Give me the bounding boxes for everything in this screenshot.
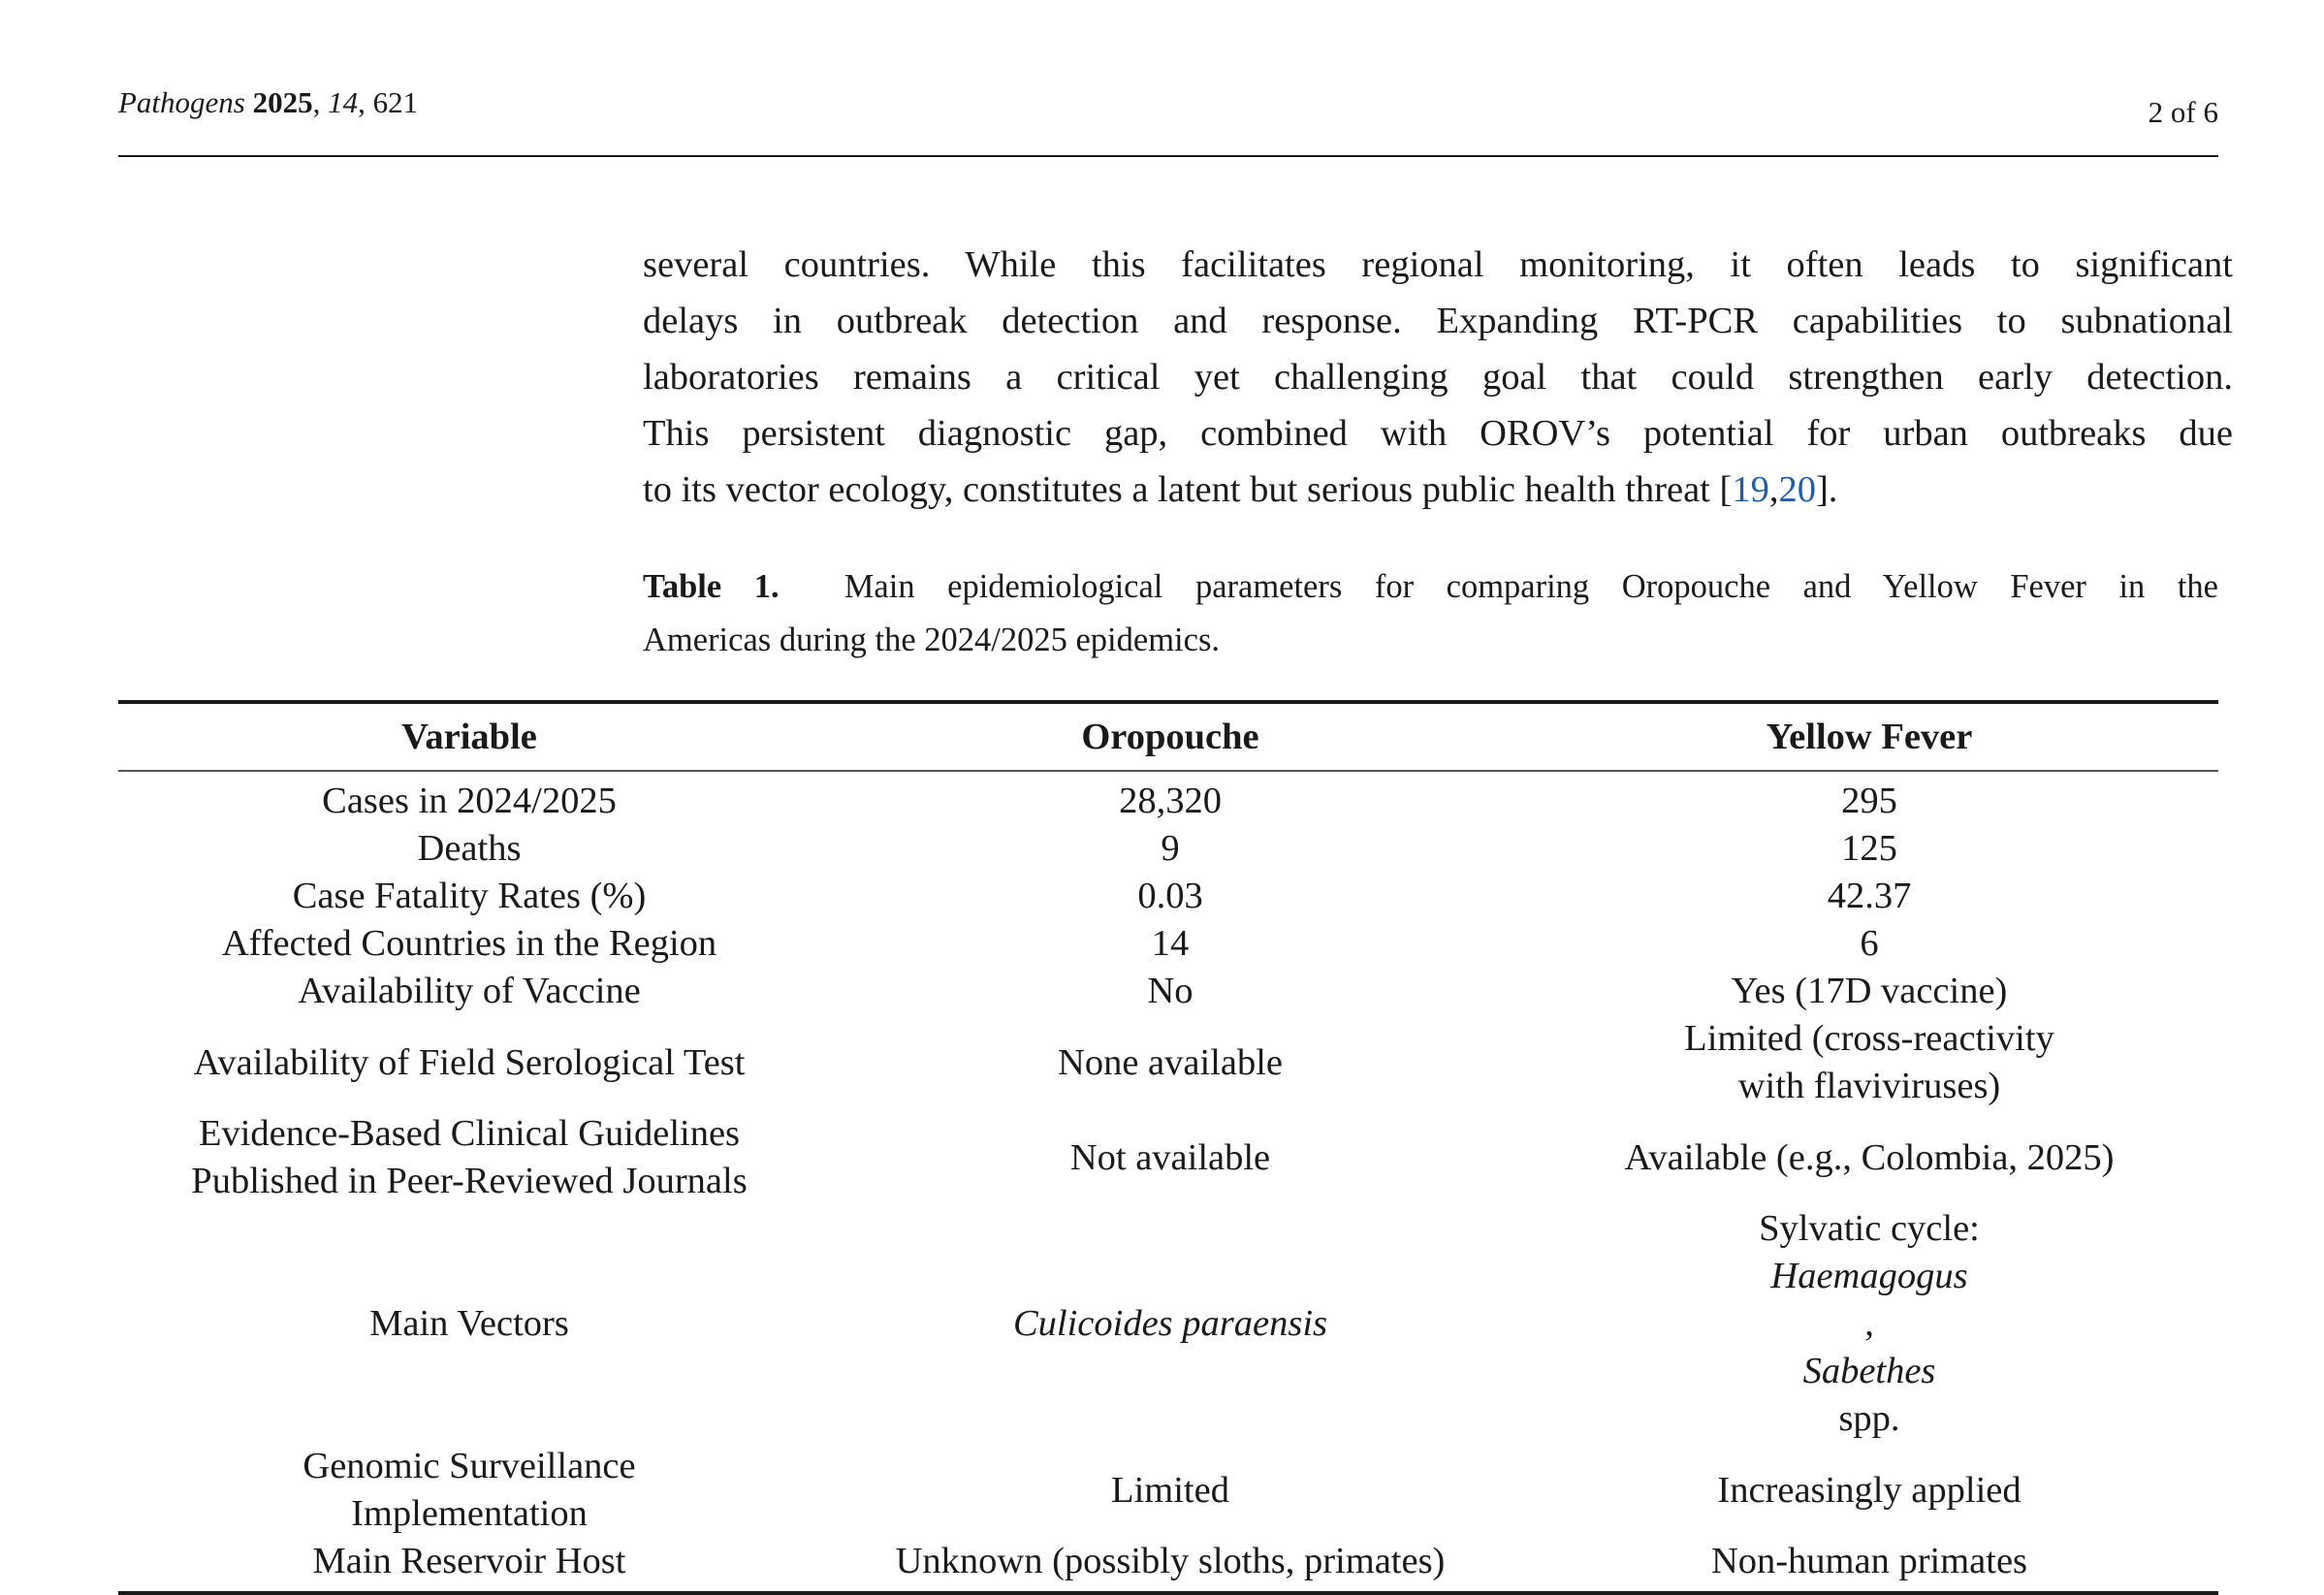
journal-citation: Pathogens 2025, 14, 621 xyxy=(118,85,419,119)
cell-yellow-fever: 6 xyxy=(1860,923,1879,964)
journal-year: 2025 xyxy=(252,85,313,119)
citation-link-19[interactable]: 19 xyxy=(1732,469,1769,510)
table-row xyxy=(118,1015,2218,1110)
cell-line: Evidence-Based Clinical Guidelines xyxy=(198,1113,741,1154)
table-row xyxy=(118,778,2218,825)
paragraph-line: laboratories remains a critical yet challenging goal that could strengthen early detection. xyxy=(643,357,2233,398)
caption-text: Main epidemiological parameters for comparing Oropouche and Yellow Fever in the xyxy=(844,568,2218,605)
cell-variable: Availability of Field Serological Test xyxy=(193,1041,746,1083)
header-variable: Variable xyxy=(401,717,537,757)
table-row xyxy=(118,825,2218,873)
table-row xyxy=(118,1538,2218,1585)
cell-text: Sylvatic cycle: xyxy=(1759,1208,1980,1249)
cell-variable: Main Vectors xyxy=(369,1303,569,1344)
cell-variable: Cases in 2024/2025 xyxy=(322,781,617,821)
cell-line xyxy=(1520,1348,2218,1443)
cell-oropouche: Culicoides paraensis xyxy=(1012,1303,1328,1344)
cell-variable: Main Reservoir Host xyxy=(312,1541,626,1581)
cell-yellow-fever: 125 xyxy=(1841,828,1897,869)
table-row xyxy=(118,920,2218,968)
cell-yellow-fever: Available (e.g., Colombia, 2025) xyxy=(1624,1136,2115,1178)
page-number: 2 of 6 xyxy=(2148,95,2218,129)
cell-yellow-fever: Non-human primates xyxy=(1710,1541,2028,1581)
cell-variable: Case Fatality Rates (%) xyxy=(292,876,647,916)
cell-variable xyxy=(118,1110,820,1205)
cell-variable: Affected Countries in the Region xyxy=(221,923,717,964)
caption-label: Table 1. xyxy=(643,568,780,605)
cell-oropouche: 0.03 xyxy=(1137,876,1203,916)
genus-name: Haemagogus xyxy=(1770,1256,1968,1296)
paragraph-last-line xyxy=(643,462,2233,518)
cell-yellow-fever: Increasingly applied xyxy=(1717,1469,2022,1511)
cell-line xyxy=(1520,1205,2218,1348)
cell-oropouche: Not available xyxy=(1069,1136,1271,1178)
header-yellow-fever: Yellow Fever xyxy=(1766,717,1973,757)
cell-line: Published in Peer-Reviewed Journals xyxy=(191,1161,748,1201)
table-row xyxy=(118,1205,2218,1443)
cell-variable: Deaths xyxy=(417,828,522,869)
paragraph-end: ]. xyxy=(1815,469,1838,510)
citation-separator: , xyxy=(1768,469,1779,510)
cell-oropouche: 14 xyxy=(1151,923,1190,964)
cell-text: , xyxy=(1864,1303,1874,1344)
table-header-row xyxy=(118,704,2218,772)
body-paragraph xyxy=(643,237,2233,518)
cell-oropouche: 9 xyxy=(1161,828,1180,869)
cell-variable: Availability of Vaccine xyxy=(298,971,641,1011)
cell-yellow-fever xyxy=(1520,1015,2218,1110)
cell-yellow-fever: Yes (17D vaccine) xyxy=(1731,971,2008,1011)
genus-name: Sabethes xyxy=(1802,1351,1936,1391)
journal-volume: 14 xyxy=(328,85,359,119)
table-row xyxy=(118,873,2218,920)
cell-yellow-fever: 42.37 xyxy=(1827,876,1912,916)
cell-line: with flaviviruses) xyxy=(1737,1066,2001,1106)
cell-line: Implementation xyxy=(351,1493,588,1534)
cell-yellow-fever xyxy=(1520,1205,2218,1443)
journal-name: Pathogens xyxy=(118,85,245,119)
journal-article: 621 xyxy=(372,85,419,119)
cell-line: Genomic Surveillance xyxy=(302,1446,636,1486)
page-header xyxy=(118,85,2218,157)
cell-line: Limited (cross-reactivity xyxy=(1684,1018,2054,1059)
cell-text: spp. xyxy=(1838,1398,1900,1439)
data-table xyxy=(118,700,2218,1595)
citation-link-20[interactable]: 20 xyxy=(1778,469,1816,510)
cell-oropouche: No xyxy=(1147,971,1194,1011)
paragraph-text: to its vector ecology, constitutes a latent but serious public health threat [ xyxy=(643,469,1733,510)
cell-variable xyxy=(118,1443,820,1538)
table-row xyxy=(118,1110,2218,1205)
header-oropouche: Oropouche xyxy=(1081,717,1259,757)
cell-oropouche: Limited xyxy=(1111,1469,1229,1511)
table-caption xyxy=(643,560,2218,667)
cell-oropouche: None available xyxy=(1058,1041,1283,1083)
cell-oropouche: 28,320 xyxy=(1119,781,1222,821)
cell-oropouche: Unknown (possibly sloths, primates) xyxy=(895,1541,1446,1581)
paragraph-line: This persistent diagnostic gap, combined with OROV’s potential for urban outbreaks due xyxy=(643,413,2233,454)
table-row xyxy=(118,968,2218,1015)
table-row xyxy=(118,1443,2218,1538)
cell-yellow-fever: 295 xyxy=(1841,781,1897,821)
caption-line: Americas during the 2024/2025 epidemics. xyxy=(643,622,1220,658)
table-body xyxy=(118,772,2218,1591)
paragraph-line: several countries. While this facilitates regional monitoring, it often leads to significant xyxy=(643,244,2233,285)
caption-line xyxy=(643,560,2218,614)
paragraph-line: delays in outbreak detection and response. Expanding RT-PCR capabilities to subnational xyxy=(643,301,2233,341)
